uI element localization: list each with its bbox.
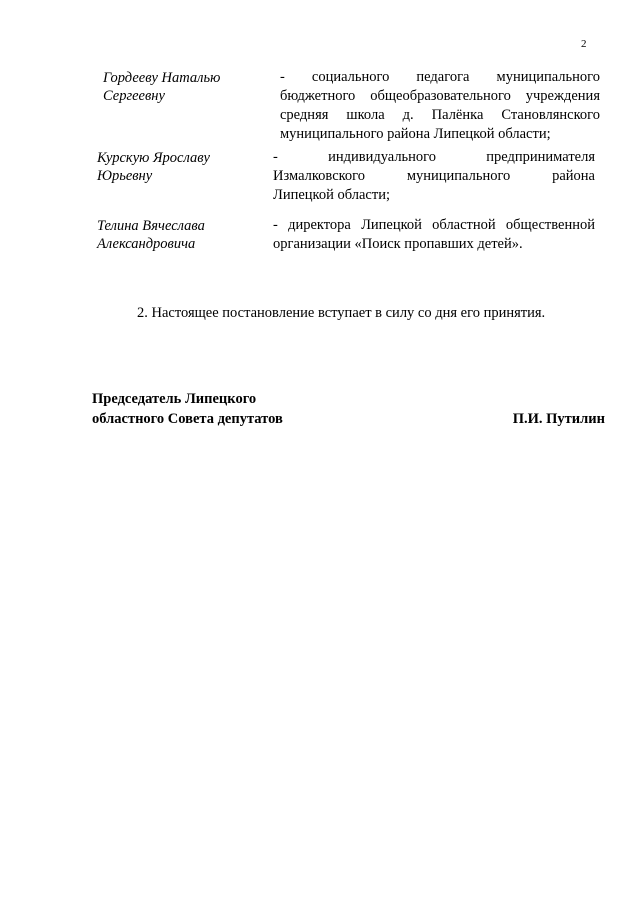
- entry-description: [273, 216, 595, 254]
- description-line: Измалковского муниципального района: [273, 168, 595, 184]
- name-line: Курскую Ярославу: [97, 150, 210, 166]
- name-line: Гордееву Наталью: [103, 70, 221, 86]
- page-number: 2: [581, 38, 587, 50]
- entry-name: [97, 149, 210, 185]
- entry-name: [103, 69, 220, 105]
- name-line: Телина Вячеслава: [97, 218, 205, 234]
- description-line: средняя школа д. Палёнка Становлянского: [280, 107, 600, 123]
- description-line: бюджетного общеобразовательного учреждения: [280, 88, 600, 104]
- effective-clause: 2. Настоящее постановление вступает в силу со дня его принятия.: [137, 305, 546, 321]
- entry-name: [97, 217, 205, 253]
- signature-title-line1: Председатель Липецкого: [92, 391, 257, 407]
- signature-title-line2: областного Совета депутатов: [92, 411, 283, 427]
- name-line: Сергеевну: [103, 88, 165, 104]
- entry-description: [273, 148, 595, 205]
- description-line: Липецкой области;: [273, 187, 390, 203]
- entry-description: [280, 68, 600, 144]
- description-line: организации «Поиск пропавших детей».: [273, 236, 523, 252]
- description-line: муниципального района Липецкой области;: [280, 126, 551, 142]
- signer-name: П.И. Путилин: [512, 411, 605, 427]
- name-line: Александровича: [97, 236, 196, 252]
- name-line: Юрьевну: [97, 168, 153, 184]
- description-line: - индивидуального предпринимателя: [273, 149, 595, 165]
- description-line: - директора Липецкой областной общественной: [273, 217, 595, 233]
- description-line: - социального педагога муниципального: [280, 69, 600, 85]
